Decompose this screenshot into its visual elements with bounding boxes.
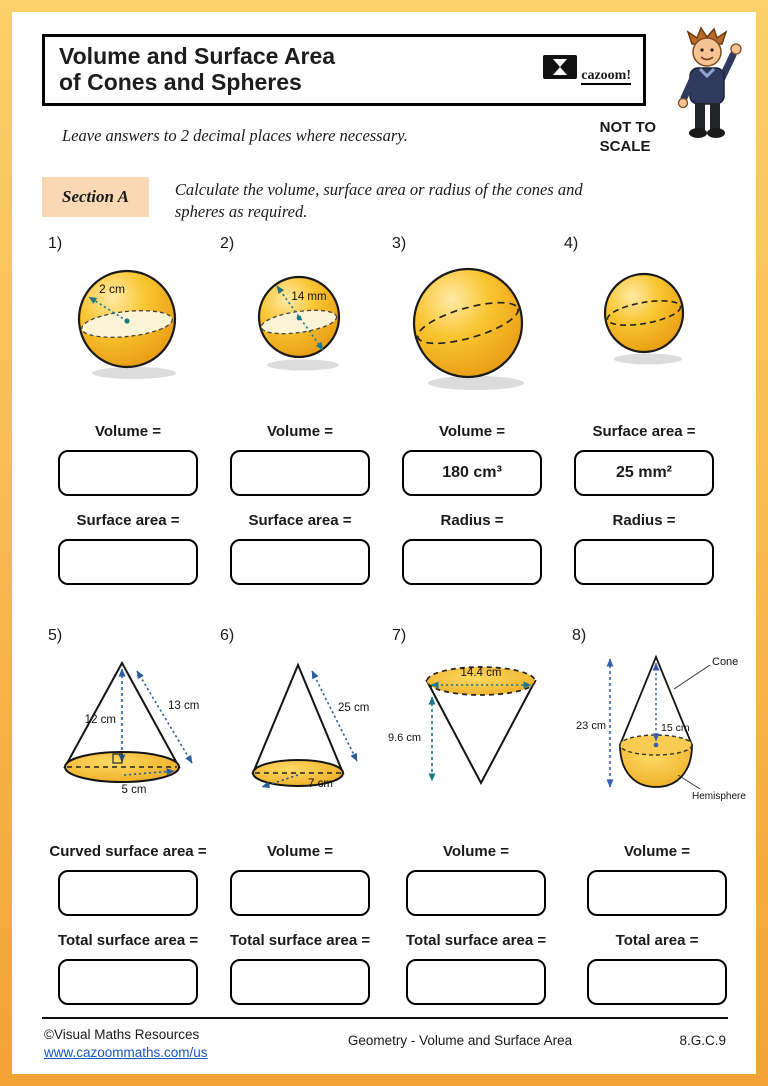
problem-7-number: 7) [392,627,407,645]
answer-box[interactable] [230,450,370,496]
header [42,34,728,106]
problem-2 [214,235,386,585]
answer-box[interactable] [402,539,542,585]
cone-7-height-label: 9.6 cm [388,732,422,745]
answer-box[interactable] [230,959,370,1005]
title-box [42,34,646,106]
cone-5-drawing [42,649,214,827]
problem-1-number: 1) [48,235,63,253]
mascot-boy-icon [670,26,748,144]
problem-5-number: 5) [48,627,63,645]
answer-label: Radius = [612,512,676,530]
footer [42,1017,728,1064]
section-a-badge: Section A [42,177,149,217]
cone-figure-6 [214,649,386,827]
problem-4-number: 4) [564,235,579,253]
cone-figure-7 [386,649,566,827]
title-line-1: Volume and Surface Area [59,43,336,69]
cazoom-logo-icon [543,55,577,79]
problem-7 [386,627,566,1005]
answer-label: Volume = [624,843,690,861]
answer-box[interactable] [58,539,198,585]
footer-standard-code: 8.G.C.9 [679,1032,726,1048]
answer-label: Volume = [267,843,333,861]
footer-topic: Geometry - Volume and Surface Area [347,1032,573,1048]
cone-5-slant-label: 13 cm [168,700,200,713]
cazoom-logo-text: cazoom! [581,68,631,85]
section-a-instruction: Calculate the volume, surface area or radius of the cones and spheres as required. [174,179,583,221]
problem-2-number: 2) [220,235,235,253]
sphere-figure-4 [558,257,730,407]
answer-box[interactable] [406,870,546,916]
sphere-4-drawing [558,257,730,407]
section-a-row [42,177,728,224]
sphere-2-diameter-label: 14 mm [291,291,327,304]
problem-4 [558,235,730,585]
fig8-cone-height-label: 15 cm [661,722,690,735]
answer-label: Total surface area = [229,932,371,950]
answer-box[interactable] [58,870,198,916]
fig8-cone-callout-label: Cone [712,656,739,669]
sphere-1-drawing [42,257,214,407]
problem-6 [214,627,386,1005]
answer-label: Surface area = [592,423,696,441]
answer-box[interactable] [406,959,546,1005]
fig8-total-height-label: 23 cm [576,720,606,733]
problem-1 [42,235,214,585]
answer-label: Surface area = [76,512,180,530]
cone-7-diameter-label: 14.4 cm [460,667,502,680]
sphere-figure-2 [214,257,386,407]
problem-6-number: 6) [220,627,235,645]
answer-box[interactable] [58,450,198,496]
answer-box[interactable]: 180 cm³ [402,450,542,496]
sphere-figure-3 [386,257,558,407]
sphere-3-drawing [386,257,558,407]
answer-label: Total surface area = [57,932,199,950]
answer-label: Volume = [443,843,509,861]
answer-label: Total area = [615,932,699,950]
answer-box[interactable]: 25 mm² [574,450,714,496]
cone-6-drawing [214,649,386,827]
subheader [42,118,728,157]
website-link[interactable]: www.cazoommaths.com/us [44,1044,208,1060]
answer-label: Volume = [439,423,505,441]
page-title [59,44,335,96]
cone-figure-5 [42,649,214,827]
cone-5-height-label: 12 cm [84,714,116,727]
answer-box[interactable] [230,870,370,916]
rounding-note: Leave answers to 2 decimal places where necessary. [62,125,408,145]
cone-hemisphere-8-drawing [566,649,748,819]
answer-label: Radius = [440,512,504,530]
worksheet-page [12,12,756,1074]
problems-row-1 [42,235,728,585]
not-to-scale-line-2: SCALE [599,138,651,155]
answer-box[interactable] [230,539,370,585]
cone-6-radius-label: 7 cm [308,778,333,791]
sphere-2-drawing [214,257,386,407]
not-to-scale-note [600,118,656,157]
sphere-1-radius-label: 2 cm [98,282,126,297]
answer-label: Volume = [95,423,161,441]
answer-box[interactable] [574,539,714,585]
copyright-text: ©Visual Maths Resources [44,1026,200,1042]
answer-box[interactable] [587,870,727,916]
cazoom-logo [543,55,631,85]
mascot-boy-image [670,26,748,149]
answer-box[interactable] [587,959,727,1005]
problems-row-2 [42,627,746,1005]
sphere-figure-1 [42,257,214,407]
cone-7-drawing [386,649,566,827]
cone-6-slant-label: 25 cm [338,702,370,715]
answer-label: Total surface area = [405,932,547,950]
problem-3 [386,235,558,585]
not-to-scale-line-1: NOT TO [599,118,656,136]
problem-5 [42,627,214,1005]
answer-label: Volume = [267,423,333,441]
problem-8-number: 8) [572,627,587,645]
problem-8 [566,627,748,1005]
title-line-2: of Cones and Spheres [59,68,302,95]
cone-hemisphere-figure-8 [566,649,748,827]
answer-label: Surface area = [248,512,352,530]
answer-box[interactable] [58,959,198,1005]
answer-label: Curved surface area = [49,843,207,861]
cone-5-radius-label: 5 cm [121,784,147,797]
problem-3-number: 3) [392,235,407,253]
footer-left [44,1026,274,1062]
fig8-hemisphere-callout-label: Hemisphere [692,791,746,803]
